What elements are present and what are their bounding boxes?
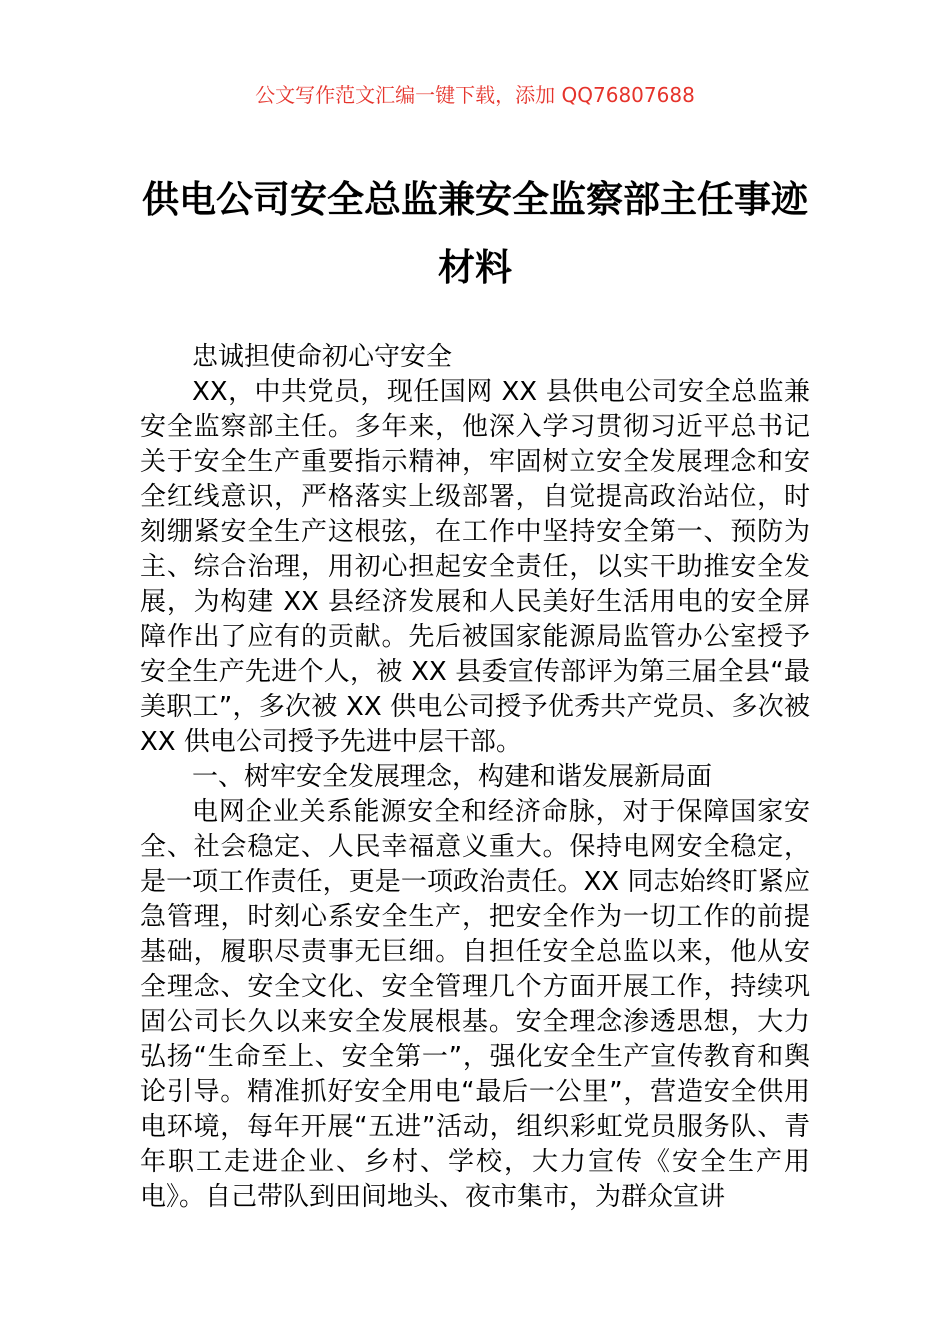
document-body (140, 340, 810, 1215)
section-paragraph: 电网企业关系能源安全和经济命脉，对于保障国家安全、社会稳定、人民幸福意义重大。保持电网安全稳定，是一项工作责任，更是一项政治责任。XX 同志始终盯紧应急管理，时刻心系安全生产，把安全作为一切工作的前提基础，履职尽责事无巨细。自担任安全总监以来，他从安全理念、安全文化、安全管理几个方面开展工作，持续巩固公司长久以来安全发展根基。安全理念渗透思想，大力弘扬“生命至上、安全第一”，强化安全生产宣传教育和舆论引导。精准抓好安全用电“最后一公里”，营造安全供用电环境，每年开展“五进”活动，组织彩虹党员服务队、青年职工走进企业、乡村、学校，大力宣传《安全生产用电》。自己带队到田间地头、夜市集市，为群众宣讲 (140, 797, 810, 1212)
intro-paragraph: XX，中共党员，现任国网 XX 县供电公司安全总监兼安全监察部主任。多年来，他深入学习贯彻习近平总书记关于安全生产重要指示精神，牢固树立安全发展理念和安全红线意识，严格落实上级部署，自觉提高政治站位，时刻绷紧安全生产这根弦，在工作中坚持安全第一、预防为主、综合治理，用初心担起安全责任，以实干助推安全发展，为构建 XX 县经济发展和人民美好生活用电的安全屏障作出了应有的贡献。先后被国家能源局监管办公室授予安全生产先进个人，被 XX 县委宣传部评为第三届全县“最美职工”，多次被 XX 供电公司授予优秀共产党员、多次被 XX 供电公司授予先进中层干部。 (140, 377, 810, 757)
promo-notice: 公文写作范文汇编一键下载，添加 QQ76807688 (255, 83, 695, 107)
subtitle-line: 忠诚担使命初心守安全 (192, 342, 453, 372)
document-title: 供电公司安全总监兼安全监察部主任事迹材料 (142, 178, 808, 289)
section-heading: 一、树牢安全发展理念，构建和谐发展新局面 (192, 762, 713, 792)
